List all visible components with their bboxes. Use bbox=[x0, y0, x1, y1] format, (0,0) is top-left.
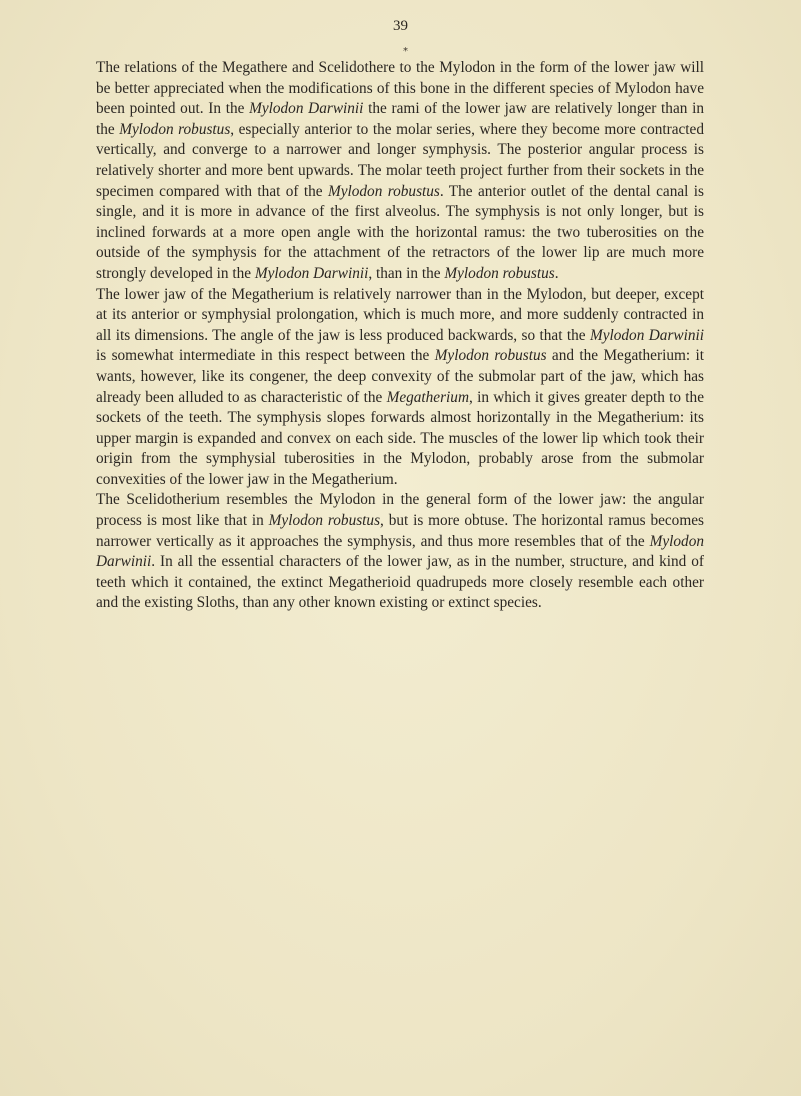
text-run: . bbox=[554, 264, 559, 282]
text-run: The relations of the Megathere and Scelidothere to the Mylodon in the form of the lower jaw will be better appreciated when the modifications of this bone in the different species of Mylodon have been pointed out. In the bbox=[96, 59, 704, 118]
text-run: is somewhat intermediate in this respect between the bbox=[96, 347, 435, 365]
body-text bbox=[96, 58, 704, 614]
page-number: 39 bbox=[393, 18, 408, 34]
text-run: and the Megatherium: it wants, however, like its congener, the deep convexity of the submolar part of the jaw, which has already been alluded to as characteristic of the bbox=[96, 347, 704, 406]
text-run: . The anterior outlet of the dental canal is single, and it is more in advance of the first alveolus. The symphysis is not only longer, but is inclined forwards at a more open angle with the horizontal ramus: the two tuberosities on the outside of the symphysis for the attachment of the retractors of the lower lip are much more strongly developed in the bbox=[96, 182, 704, 282]
italic-species-name: Mylodon robustus bbox=[434, 347, 547, 365]
italic-species-name: Mylodon robustus bbox=[327, 182, 440, 200]
text-run: the rami of the lower jaw are relatively longer than in the bbox=[96, 100, 705, 138]
italic-species-name: Mylodon Darwinii bbox=[589, 326, 704, 344]
text-run: , especially anterior to the molar series, where they become more contracted vertically, and converge to a narrower and longer symphysis. The posterior angular process is relatively shorter and more bent upwards. The molar teeth project further from their sockets in the specimen compared with that of the bbox=[96, 120, 704, 200]
text-run: . In all the essential characters of the lower jaw, as in the number, structure, and kind of teeth which it contained, the extinct Megatherioid quadrupeds more closely resemble each other and the existing Sloths, than any other known existing or extinct species. bbox=[96, 553, 704, 612]
italic-species-name: Mylodon Darwinii bbox=[249, 100, 364, 118]
italic-species-name: Mylodon Darwinii bbox=[254, 264, 369, 282]
text-run: The lower jaw of the Megatherium is relatively narrower than in the Mylodon, but deeper, except at its anterior or symphysial prolongation, which is much more, and more suddenly contracted in all its dimensions. The angle of the jaw is less produced backwards, so that the bbox=[96, 285, 704, 344]
text-run: , in which it gives greater depth to the sockets of the teeth. The symphysis slopes forwards almost horizontally in the Megatherium: its upper margin is expanded and convex on each side. The muscles of the lower lip which took their origin from the symphysial tuberosities in the Mylodon, probably arose from the submolar convexities of the lower jaw in the Megatherium. bbox=[96, 388, 704, 488]
paragraph-2 bbox=[96, 285, 704, 491]
text-run: , than in the bbox=[368, 264, 445, 282]
italic-species-name: Mylodon robustus bbox=[119, 120, 231, 138]
italic-species-name: Mylodon robustus bbox=[268, 512, 381, 530]
text-run: The Scelidotherium resembles the Mylodon in the general form of the lower jaw: the angular process is most like that in bbox=[96, 491, 704, 530]
paragraph-1 bbox=[96, 58, 704, 285]
italic-species-name: Mylodon Darwinii bbox=[96, 532, 704, 571]
italic-species-name: Megatherium bbox=[386, 388, 469, 406]
printer-mark: * bbox=[403, 46, 408, 57]
italic-species-name: Mylodon robustus bbox=[444, 264, 555, 282]
paragraph-3 bbox=[96, 490, 704, 614]
text-run: , but is more obtuse. The horizontal ramus becomes narrower vertically as it approaches the symphysis, and thus more resembles that of the bbox=[96, 512, 704, 550]
